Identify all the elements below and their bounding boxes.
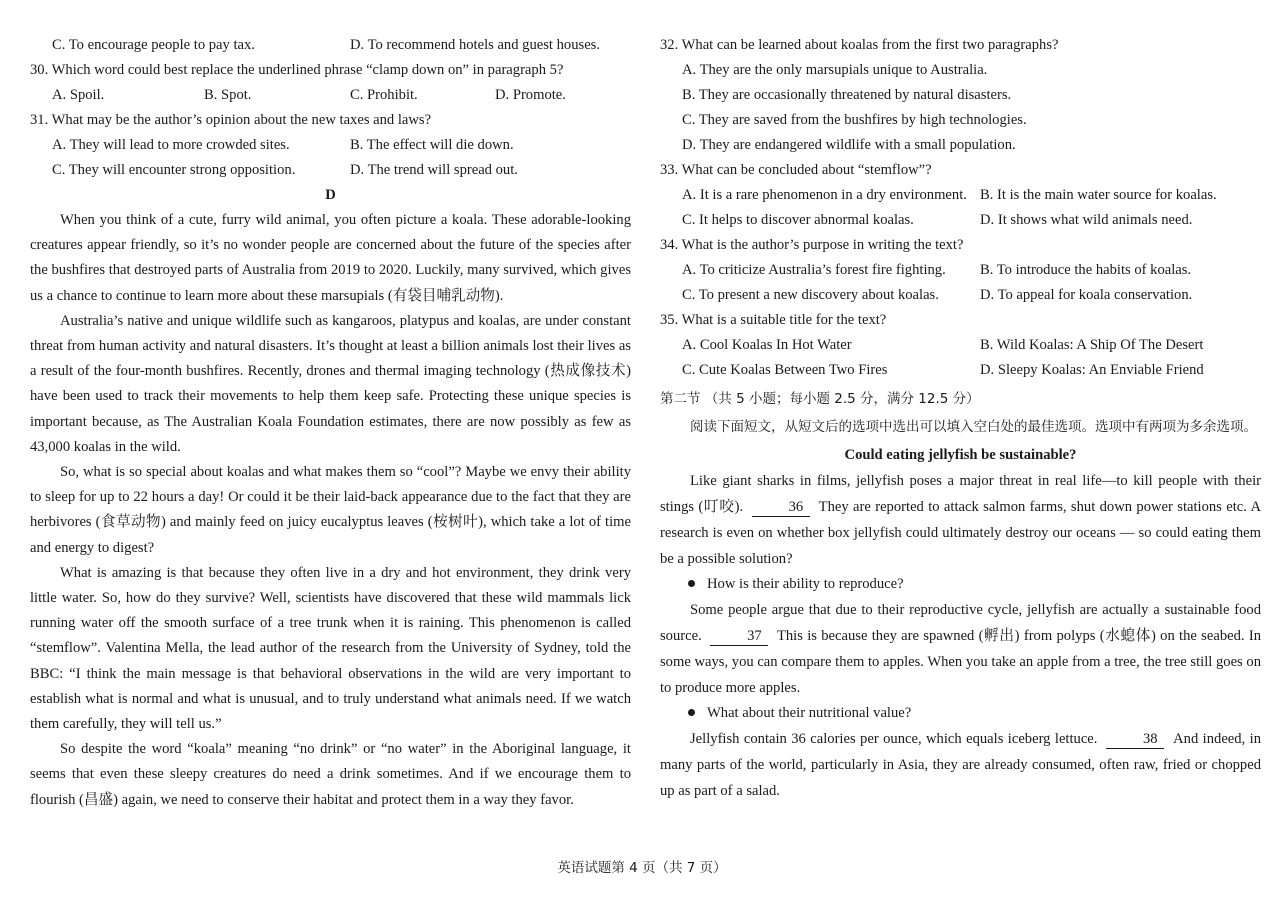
- q34-options-row1: [660, 258, 1261, 283]
- q35-options-row1: [660, 333, 1261, 358]
- option: C. It helps to discover abnormal koalas.: [682, 212, 914, 228]
- left-column: [30, 33, 631, 813]
- q33-options-row2: [660, 208, 1261, 233]
- paragraph-text: Jellyfish contain 36 calories per ounce, which equals iceberg lettuce.: [690, 731, 1098, 747]
- bullet-item: [660, 572, 1261, 597]
- option: D. To appeal for koala conservation.: [980, 287, 1193, 303]
- option: D. They are endangered wildlife with a small population.: [682, 137, 1016, 153]
- option: A. To criticize Australia’s forest fire fighting.: [682, 262, 946, 278]
- paragraph-text: This is because they are spawned (孵出) from polyps (水螅体) on the seabed. In some ways, you can compare them to apples. When you take an apple from a tree, the tree still goes on to produce more apples.: [660, 628, 1261, 696]
- option: A. They are the only marsupials unique to Australia.: [682, 62, 988, 78]
- option: A. Cool Koalas In Hot Water: [682, 337, 852, 353]
- q33-options-row1: [660, 183, 1261, 208]
- option: D. The trend will spread out.: [350, 162, 518, 178]
- bullet-text: What about their nutritional value?: [707, 705, 912, 721]
- option: B. They are occasionally threatened by natural disasters.: [682, 87, 1012, 103]
- option: B. Spot.: [204, 87, 252, 103]
- page-footer: 英语试题第 4 页（共 7 页）: [557, 860, 727, 876]
- passage-paragraph: So, what is so special about koalas and what makes them so “cool”? Maybe we envy their ability to sleep for up to 22 hours a day! Or could it be their laid-back appearance due to the fact that they are herbivores (食草动物) and mainly feed on juicy eucalyptus leaves (桉树叶), which take a lot of time and energy to digest?: [30, 464, 631, 556]
- paragraph-text: Some people argue that due to their reproductive cycle, jellyfish are actually a sustainable food source.: [660, 602, 1261, 644]
- q35-options-row2: [660, 358, 1261, 383]
- bullet-text: How is their ability to reproduce?: [707, 576, 904, 592]
- paragraph-text: And indeed, in many parts of the world, particularly in Asia, they are already consumed, often raw, fried or chopped up as part of a salad.: [660, 731, 1261, 799]
- q29-options: [30, 33, 631, 58]
- option: A. They will lead to more crowded sites.: [52, 137, 290, 153]
- bullet-item: [660, 701, 1261, 726]
- question-31: 31. What may be the author’s opinion about the new taxes and laws?: [30, 112, 432, 128]
- passage-paragraph: Australia’s native and unique wildlife such as kangaroos, platypus and koalas, are under constant threat from human activity and natural disasters. It’s thought at least a billion animals lost their lives as a result of the four-month bushfires. Recently, drones and thermal imaging technology (热成像技术) have been used to track their movements to help them keep safe. Protecting these unique species is important because, as The Australian Koala Foundation estimates, there are now possibly as few as 43,000 koalas in the wild.: [30, 312, 631, 455]
- passage-paragraph-3: [660, 726, 1261, 804]
- question-35: 35. What is a suitable title for the text?: [660, 312, 887, 328]
- part2-instructions: 阅读下面短文，从短文后的选项中选出可以填入空白处的最佳选项。选项中有两项为多余选项。: [690, 419, 1257, 435]
- option: A. It is a rare phenomenon in a dry environment.: [682, 187, 967, 203]
- option: C. They are saved from the bushfires by high technologies.: [682, 112, 1027, 128]
- passage-paragraph: What is amazing is that because they often live in a dry and hot environment, they drink very little water. So, how do they survive? Well, scientists have discovered that these wild mammals lick running water off the smooth surface of a tree trunk when it is raining. This phenomenon is called “stemflow”. Valentina Mella, the lead author of the research from the University of Sydney, told the BBC: “I think the main message is that behavioral observations in the wild are very important to establish what is normal and what is unusual, and to truly understand what animals need. If we watch them carefully, they will tell us.”: [30, 564, 631, 733]
- option: B. It is the main water source for koalas.: [980, 187, 1217, 203]
- right-column: [660, 33, 1261, 804]
- paragraph-text: Like giant sharks in films, jellyfish poses a major threat in real life—to kill people with their stings (叮咬).: [660, 473, 1261, 515]
- option: C. Cute Koalas Between Two Fires: [682, 362, 888, 378]
- passage-title: Could eating jellyfish be sustainable?: [844, 447, 1077, 463]
- option: C. Prohibit.: [350, 87, 418, 103]
- bullet-dot-icon: [688, 580, 695, 587]
- q31-options-row1: [30, 133, 631, 158]
- section-heading: D: [325, 187, 336, 203]
- option: B. Wild Koalas: A Ship Of The Desert: [980, 337, 1204, 353]
- option: D. To recommend hotels and guest houses.: [350, 37, 601, 53]
- passage-paragraph: So despite the word “koala” meaning “no drink” or “no water” in the Aboriginal language, it seems that even these sleepy creatures do need a drink sometimes. And if we encourage them to flourish (昌盛) again, we need to conserve their habitat and protect them in a way they favor.: [30, 741, 631, 808]
- option: C. To encourage people to pay tax.: [52, 37, 255, 53]
- question-34: 34. What is the author’s purpose in writing the text?: [660, 237, 964, 253]
- option: C. To present a new discovery about koalas.: [682, 287, 939, 303]
- part2-heading: 第二节 （共 5 小题；每小题 2.5 分，满分 12.5 分）: [660, 391, 980, 407]
- option: B. The effect will die down.: [350, 137, 514, 153]
- paragraph-text: They are reported to attack salmon farms, shut down power stations etc. A research is even on whether box jellyfish could ultimately destroy our oceans — so could eating them be a possible solution?: [660, 499, 1261, 567]
- q34-options-row2: [660, 283, 1261, 308]
- option: A. Spoil.: [52, 87, 105, 103]
- passage-paragraph-2: [660, 597, 1261, 701]
- bullet-dot-icon: [688, 709, 695, 716]
- blank-38: 38: [1106, 730, 1164, 749]
- question-30: 30. Which word could best replace the underlined phrase “clamp down on” in paragraph 5?: [30, 62, 564, 78]
- blank-37: 37: [710, 627, 768, 646]
- option: D. Sleepy Koalas: An Enviable Friend: [980, 362, 1204, 378]
- q30-options: [30, 83, 631, 108]
- question-32: 32. What can be learned about koalas from the first two paragraphs?: [660, 37, 1059, 53]
- question-33: 33. What can be concluded about “stemflow”?: [660, 162, 932, 178]
- option: C. They will encounter strong opposition.: [52, 162, 296, 178]
- passage-paragraph: When you think of a cute, furry wild animal, you often picture a koala. These adorable-looking creatures appear friendly, so it’s no wonder people are concerned about the future of the species after the bushfires that destroyed parts of Australia from 2019 to 2020. Luckily, many survived, which gives us a chance to continue to learn more about these marsupials (有袋目哺乳动物).: [30, 212, 631, 304]
- passage-paragraph-1: [660, 468, 1261, 572]
- option: D. Promote.: [495, 87, 566, 103]
- option: B. To introduce the habits of koalas.: [980, 262, 1192, 278]
- blank-36: 36: [752, 498, 810, 517]
- option: D. It shows what wild animals need.: [980, 212, 1193, 228]
- q31-options-row2: [30, 158, 631, 183]
